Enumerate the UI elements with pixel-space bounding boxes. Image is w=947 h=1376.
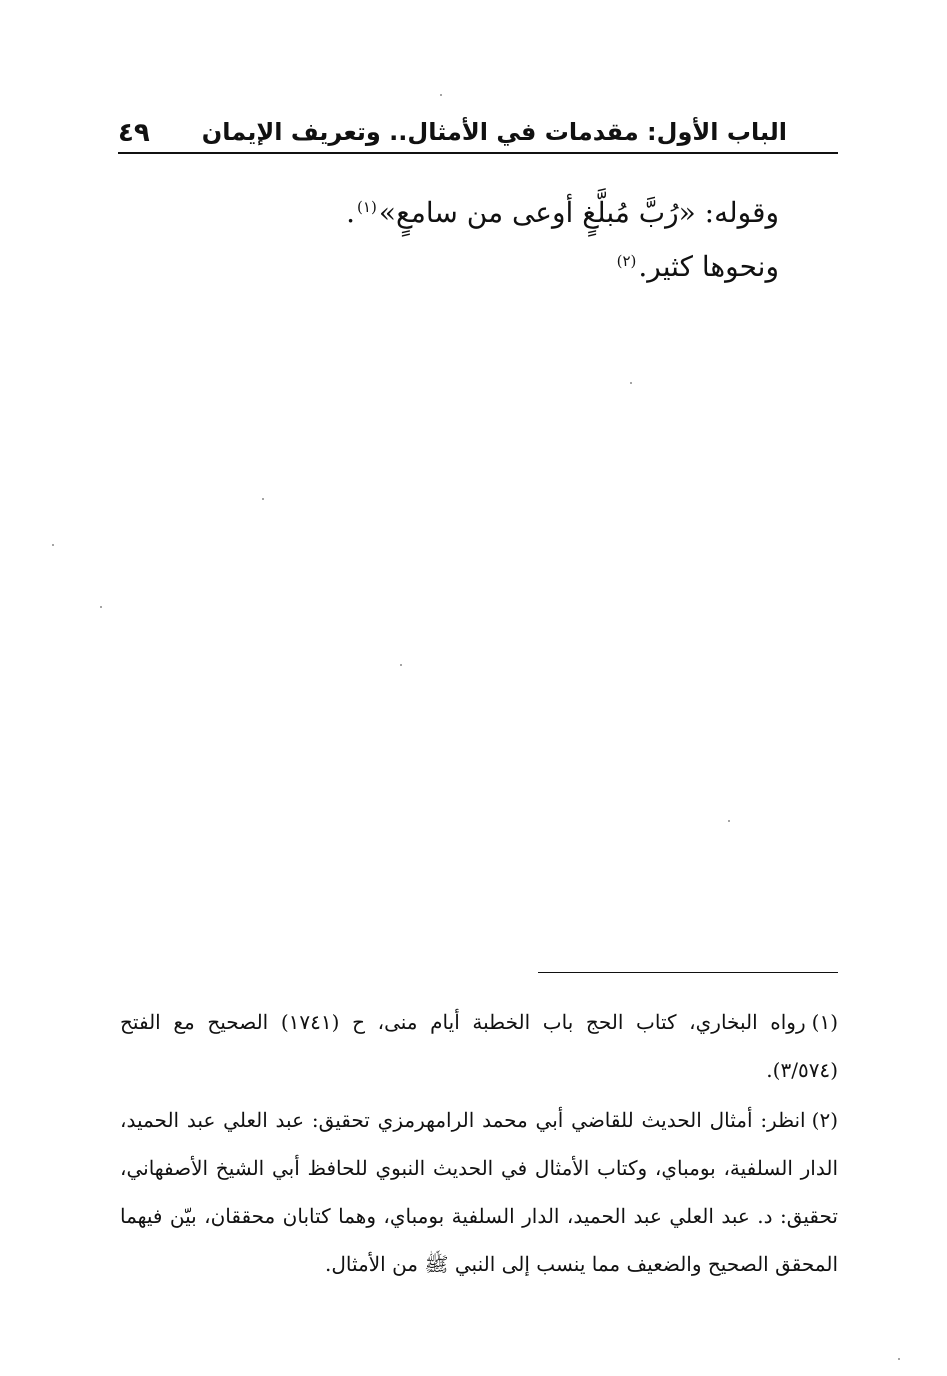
footnote-text: رواه البخاري، كتاب الحج باب الخطبة أيام منى، ح (١٧٤١) الصحيح مع الفتح (٣/٥٧٤). [120,1010,838,1082]
body-line-2 [159,240,779,294]
scan-speck [630,382,632,384]
header-rule [118,152,838,154]
scan-speck [100,606,102,608]
footnote-separator [538,972,838,973]
body-text [159,186,779,294]
hadith-quote: وقوله: «رُبَّ مُبلَّغٍ أوعى من سامعٍ» [378,196,779,229]
running-header-title: الباب الأول: مقدمات في الأمثال.. وتعريف الإيمان [201,118,787,146]
scan-speck [262,498,264,500]
footnote-2 [120,1096,838,1288]
scan-speck [898,1358,900,1360]
scan-speck [728,820,730,822]
footnote-ref-1[interactable]: (١) [357,197,377,216]
footnote-text: انظر: أمثال الحديث للقاضي أبي محمد الرامهرمزي تحقيق: عبد العلي عبد الحميد، الدار السلفية، بومباي، وكتاب الأمثال في الحديث النبوي للحافظ أبي الشيخ الأصفهاني، تحقيق: د. عبد العلي عبد الحميد، الدار السلفية بومباي، وهما كتابان محققان، بيّن فيهما المحقق الصحيح والضعيف مما ينسب إلى النبي ﷺ من الأمثال. [120,1108,838,1276]
line-end-period: . [346,196,356,229]
footnote-marker: (٢) [811,1108,838,1132]
footnotes [120,998,838,1290]
footnote-ref-2[interactable]: (٢) [616,251,637,270]
scan-speck [52,544,54,546]
scan-speck [400,664,402,666]
scan-speck [440,94,442,96]
body-line-2-text: ونحوها كثير. [638,250,779,283]
footnote-marker: (١) [811,1010,839,1034]
page-number: ٤٩ [118,118,150,148]
footnote-1 [120,998,838,1094]
body-line-1 [159,186,779,240]
